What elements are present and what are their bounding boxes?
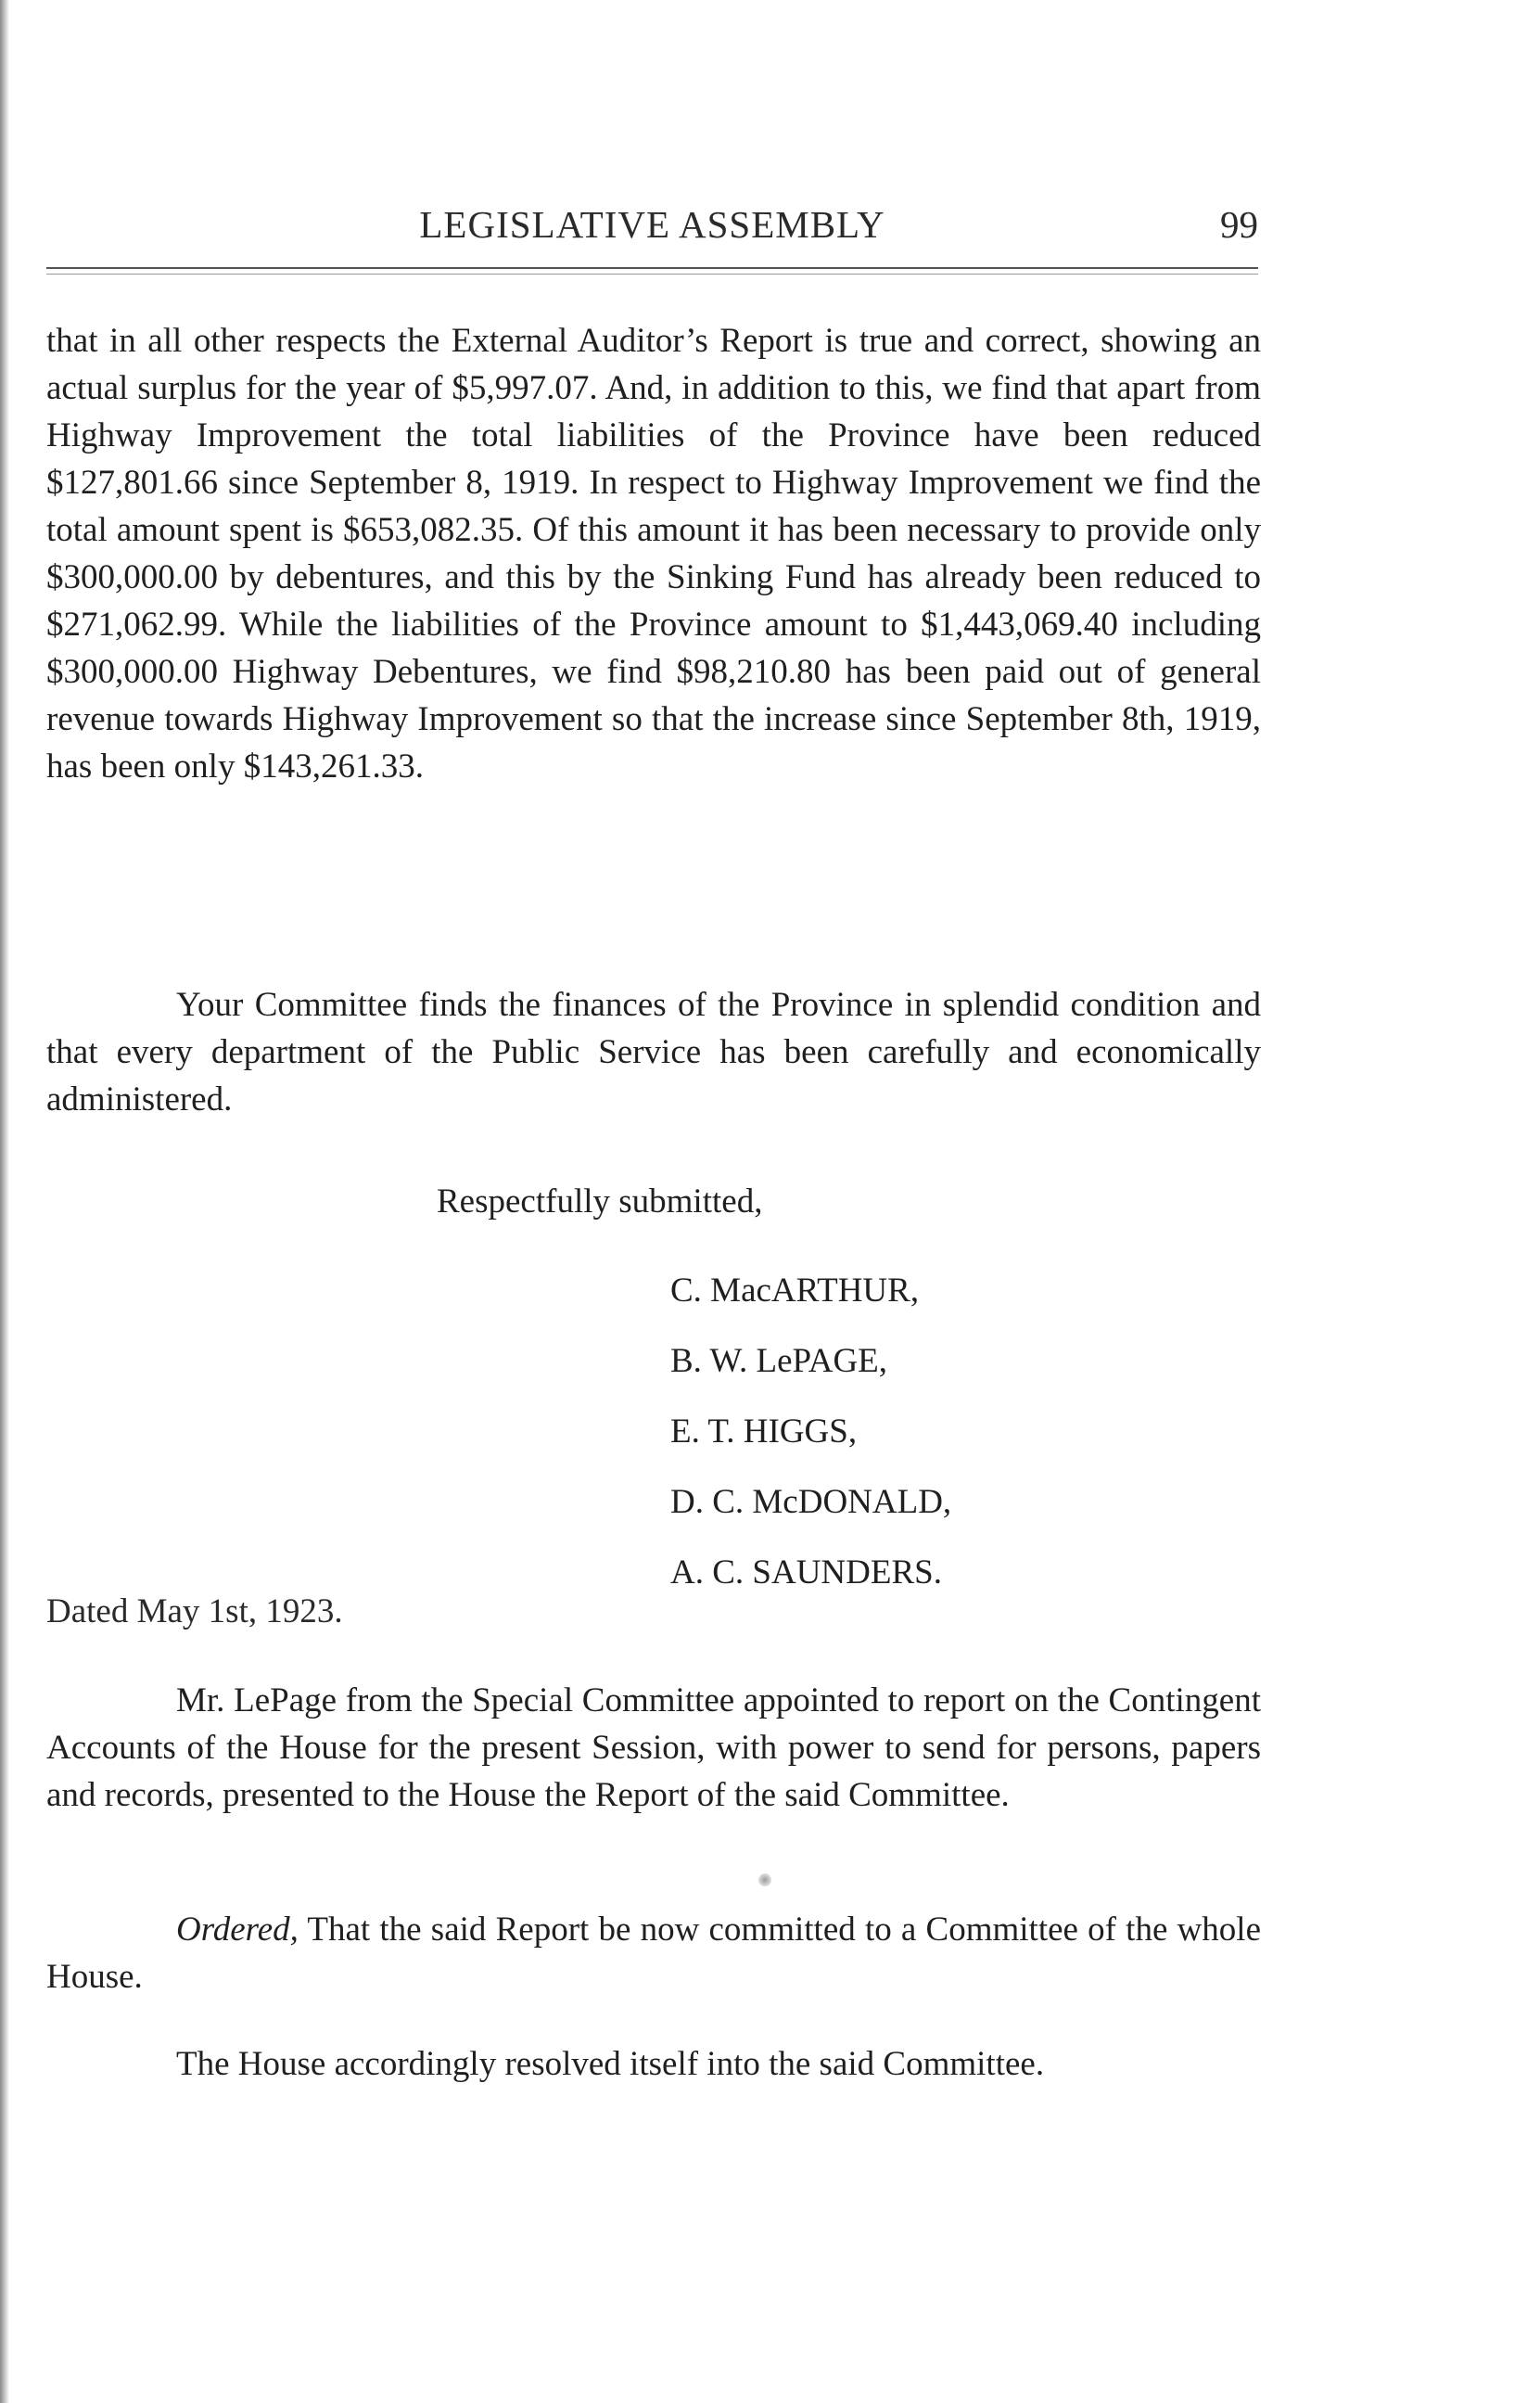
page-header <box>46 202 1258 258</box>
signatory-name: D. C. McDONALD, <box>670 1483 952 1521</box>
audit-paragraph <box>46 317 1261 790</box>
ordered-word: Ordered, <box>176 1911 299 1949</box>
page-spine-shadow <box>0 0 9 2403</box>
lepage-paragraph <box>46 1677 1261 1819</box>
signoff-line: Respectfully submitted, <box>437 1182 763 1221</box>
signatory-name: B. W. LePAGE, <box>670 1342 888 1380</box>
ordered-paragraph <box>46 1906 1261 2000</box>
dated-line: Dated May 1st, 1923. <box>46 1592 343 1630</box>
signatory-list <box>670 1272 951 1625</box>
running-head-title: LEGISLATIVE ASSEMBLY <box>419 203 885 246</box>
ink-blot <box>758 1873 771 1886</box>
header-rule <box>46 267 1258 269</box>
ordered-rest: That the said Report be now committed to a Committee of the whole House. <box>46 1911 1261 1996</box>
signatory-name: C. MacARTHUR, <box>670 1272 920 1310</box>
lepage-paragraph-text: Mr. LePage from the Special Committee appointed to report on the Contingent Accounts of the House for the present Session, with power to send for persons, papers and records, presented to the House the Report of the said Committee. <box>46 1681 1261 1814</box>
header-rule-thin <box>46 274 1258 275</box>
signatory-name: E. T. HIGGS, <box>670 1412 858 1451</box>
audit-paragraph-text: that in all other respects the External Auditor’s Report is true and correct, showing an actual surplus for the year of $5,997.07. And, in addition to this, we find that apart from Highway Improvement the total liabilities of the Province have been reduced $127,801.66 since September 8, 1919. In respect to Highway Improvement we find the total amount spent is $653,082.35. Of this amount it has been necessary to provide only $300,000.00 by debentures, and this by the Sinking Fund has already been reduced to $271,062.99. While the liabilities of the Province amount to $1,443,069.40 including $300,000.00 Highway Debentures, we find $98,210.80 has been paid out of general revenue towards Highway Improvement so that the increase since September 8th, 1919, has been only $143,261.33. <box>46 322 1261 786</box>
page-number: 99 <box>1220 203 1258 246</box>
finances-paragraph <box>46 981 1261 1123</box>
finances-paragraph-text: Your Committee finds the finances of the Province in splendid condition and that every department of the Public Service has been carefully and economically administered. <box>46 986 1261 1118</box>
resolved-paragraph-text: The House accordingly resolved itself into the said Committee. <box>176 2045 1045 2083</box>
ordered-paragraph-text <box>46 1906 1261 2000</box>
resolved-paragraph <box>46 2040 1261 2088</box>
signatory-name: A. C. SAUNDERS. <box>670 1553 942 1591</box>
